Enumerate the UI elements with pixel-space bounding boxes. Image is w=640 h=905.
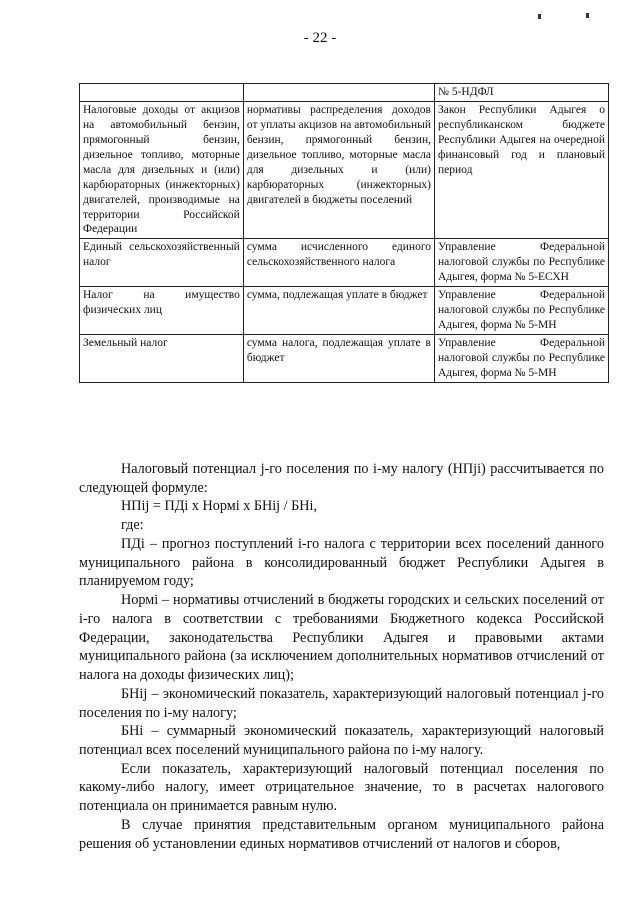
paragraph: БНij – экономический показатель, характеризующий налоговый потенциал j-го поселения по i-му налогу; [79, 685, 604, 721]
formula: НПij = ПДi х Нормi х БНij / БНi, [121, 498, 318, 515]
table-cell: сумма, подлежащая уплате в бюджет [243, 287, 434, 335]
paragraph: где: [121, 517, 144, 534]
scan-speck [538, 14, 541, 19]
paragraph: Нормi – нормативы отчислений в бюджеты городских и сельских поселений от i-го налога в соответствии с требованиями Бюджетного кодекса Российской Федерации, законодательства Республики Адыгея и правовыми актами муниципального района (за исключением дополнительных нормативов отчислений от налога на доходы физических лиц); [79, 592, 604, 684]
table-cell: Управление Федеральной налоговой службы по Республике Адыгея, форма № 5-МН [435, 335, 609, 383]
table-cell [243, 84, 434, 102]
table-cell: сумма исчисленного единого сельскохозяйственного налога [243, 239, 434, 287]
paragraph: БНi – суммарный экономический показатель, характеризующий налоговый потенциал всех поселений муниципального района по i-му налогу. [79, 723, 604, 759]
tax-sources-table [79, 83, 609, 383]
body-text [79, 460, 604, 853]
table-cell: Единый сельскохозяйственный налог [80, 239, 244, 287]
table-row [80, 101, 609, 238]
table-cell: Земельный налог [80, 335, 244, 383]
table-row [80, 239, 609, 287]
table-cell: Управление Федеральной налоговой службы по Республике Адыгея, форма № 5-ЕСХН [435, 239, 609, 287]
table-cell: Налог на имущество физических лиц [80, 287, 244, 335]
page-number: - 22 - [303, 30, 337, 46]
paragraph: ПДi – прогноз поступлений i-го налога с территории всех поселений данного муниципального района в консолидированный бюджет Республики Адыгея в планируемом году; [79, 535, 604, 590]
table-cell [80, 84, 244, 102]
table-cell: Закон Республики Адыгея о республиканском бюджете Республики Адыгея на очередной финансовый год и плановый период [435, 101, 609, 238]
paragraph: В случае принятия представительным органом муниципального района решения об установлении единых нормативов отчислений от налогов и сборов, [79, 816, 604, 852]
table-cell: Налоговые доходы от акцизов на автомобильный бензин, прямогонный бензин, дизельное топливо, моторные масла для дизельных и (или) карбюраторных (инжекторных) двигателей, производимые на территории Российской Федерации [80, 101, 244, 238]
table-row [80, 335, 609, 383]
scan-speck [586, 13, 589, 18]
table-cell: № 5-НДФЛ [435, 84, 609, 102]
paragraph: Налоговый потенциал j-го поселения по i-му налогу (НПji) рассчитывается по следующей формуле: [79, 461, 604, 496]
table-cell: Управление Федеральной налоговой службы по Республике Адыгея, форма № 5-МН [435, 287, 609, 335]
paragraph: Если показатель, характеризующий налоговый потенциал поселения по какому-либо налогу, имеет отрицательное значение, то в расчетах налогового потенциала он принимается равным нулю. [79, 760, 604, 815]
table-cell: нормативы распределения доходов от уплаты акцизов на автомобильный бензин, прямогонный бензин, дизельное топливо, моторные масла для дизельных и (или) карбюраторных (инжекторных) двигателей в бюджеты поселений [243, 101, 434, 238]
table-cell: сумма налога, подлежащая уплате в бюджет [243, 335, 434, 383]
table-row [80, 84, 609, 102]
table-row [80, 287, 609, 335]
